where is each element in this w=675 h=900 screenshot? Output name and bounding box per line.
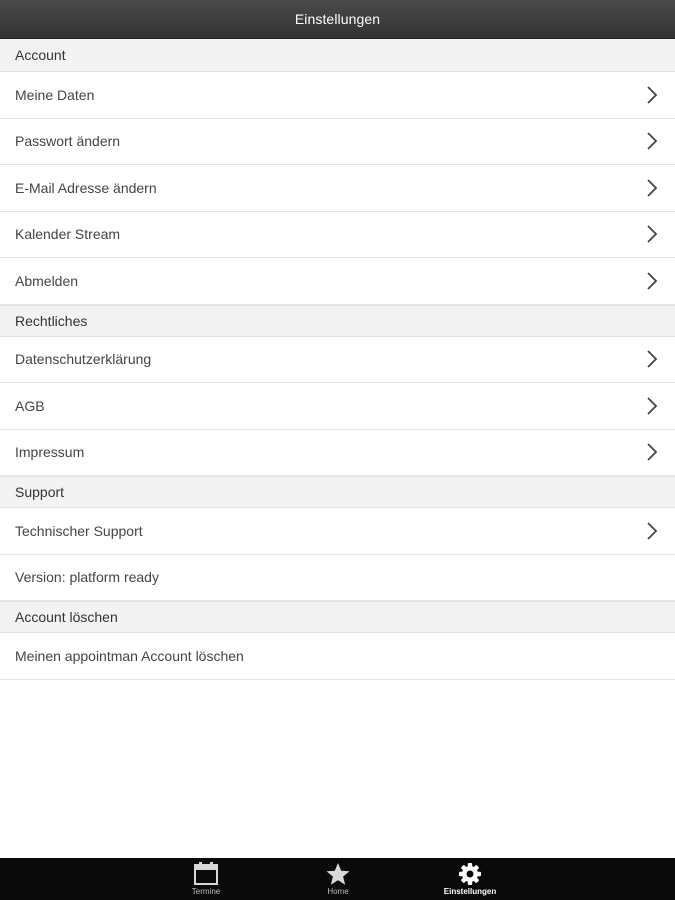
section-title: Account löschen	[15, 609, 118, 625]
page-title: Einstellungen	[294, 11, 381, 27]
list-item-label: Technischer Support	[15, 522, 143, 539]
list-item-label: Datenschutzerklärung	[15, 351, 152, 368]
chevron-right-icon	[646, 521, 658, 541]
bottom-tab-bar	[0, 858, 675, 900]
section-header-rechtliches	[0, 305, 675, 337]
list-item-abmelden[interactable]	[0, 258, 675, 305]
section-title: Support	[15, 484, 65, 500]
version-text: Version: platform ready	[15, 569, 159, 586]
list-item-technischer-support[interactable]	[0, 508, 675, 555]
list-item-label: Kalender Stream	[15, 226, 121, 243]
list-item-meine-daten[interactable]	[0, 72, 675, 119]
settings-list	[0, 39, 675, 680]
title-bar	[0, 0, 675, 39]
list-item-label: Passwort ändern	[15, 133, 121, 150]
list-item-label: AGB	[15, 397, 45, 414]
tab-label: Termine	[191, 887, 221, 896]
section-header-support	[0, 476, 675, 508]
chevron-right-icon	[646, 271, 658, 291]
list-item-label: Impressum	[15, 444, 85, 461]
list-item-label: Abmelden	[15, 272, 79, 289]
chevron-right-icon	[646, 442, 658, 462]
list-item-agb[interactable]	[0, 383, 675, 430]
section-header-account-loeschen	[0, 601, 675, 633]
calendar-icon	[193, 862, 219, 886]
star-icon	[325, 862, 351, 886]
list-item-passwort-aendern[interactable]	[0, 119, 675, 166]
tab-einstellungen[interactable]	[430, 858, 510, 900]
chevron-right-icon	[646, 349, 658, 369]
list-item-label: Meine Daten	[15, 86, 95, 103]
section-title: Rechtliches	[15, 312, 88, 329]
chevron-right-icon	[646, 224, 658, 244]
list-item-kalender-stream[interactable]	[0, 212, 675, 259]
list-item-version	[0, 555, 675, 602]
list-item-account-loeschen[interactable]	[0, 633, 675, 680]
tab-termine[interactable]	[166, 858, 246, 900]
list-item-label: E-Mail Adresse ändern	[15, 179, 157, 196]
gear-icon	[457, 862, 483, 886]
section-title: Account	[15, 47, 66, 63]
list-item-impressum[interactable]	[0, 430, 675, 477]
chevron-right-icon	[646, 131, 658, 151]
section-header-account	[0, 39, 675, 72]
list-item-label: Meinen appointman Account löschen	[15, 647, 244, 664]
tab-home[interactable]	[298, 858, 378, 900]
list-item-datenschutz[interactable]	[0, 337, 675, 384]
list-item-email-aendern[interactable]	[0, 165, 675, 212]
chevron-right-icon	[646, 85, 658, 105]
tab-label: Einstellungen	[443, 887, 497, 896]
tab-label: Home	[327, 887, 349, 896]
chevron-right-icon	[646, 396, 658, 416]
chevron-right-icon	[646, 178, 658, 198]
